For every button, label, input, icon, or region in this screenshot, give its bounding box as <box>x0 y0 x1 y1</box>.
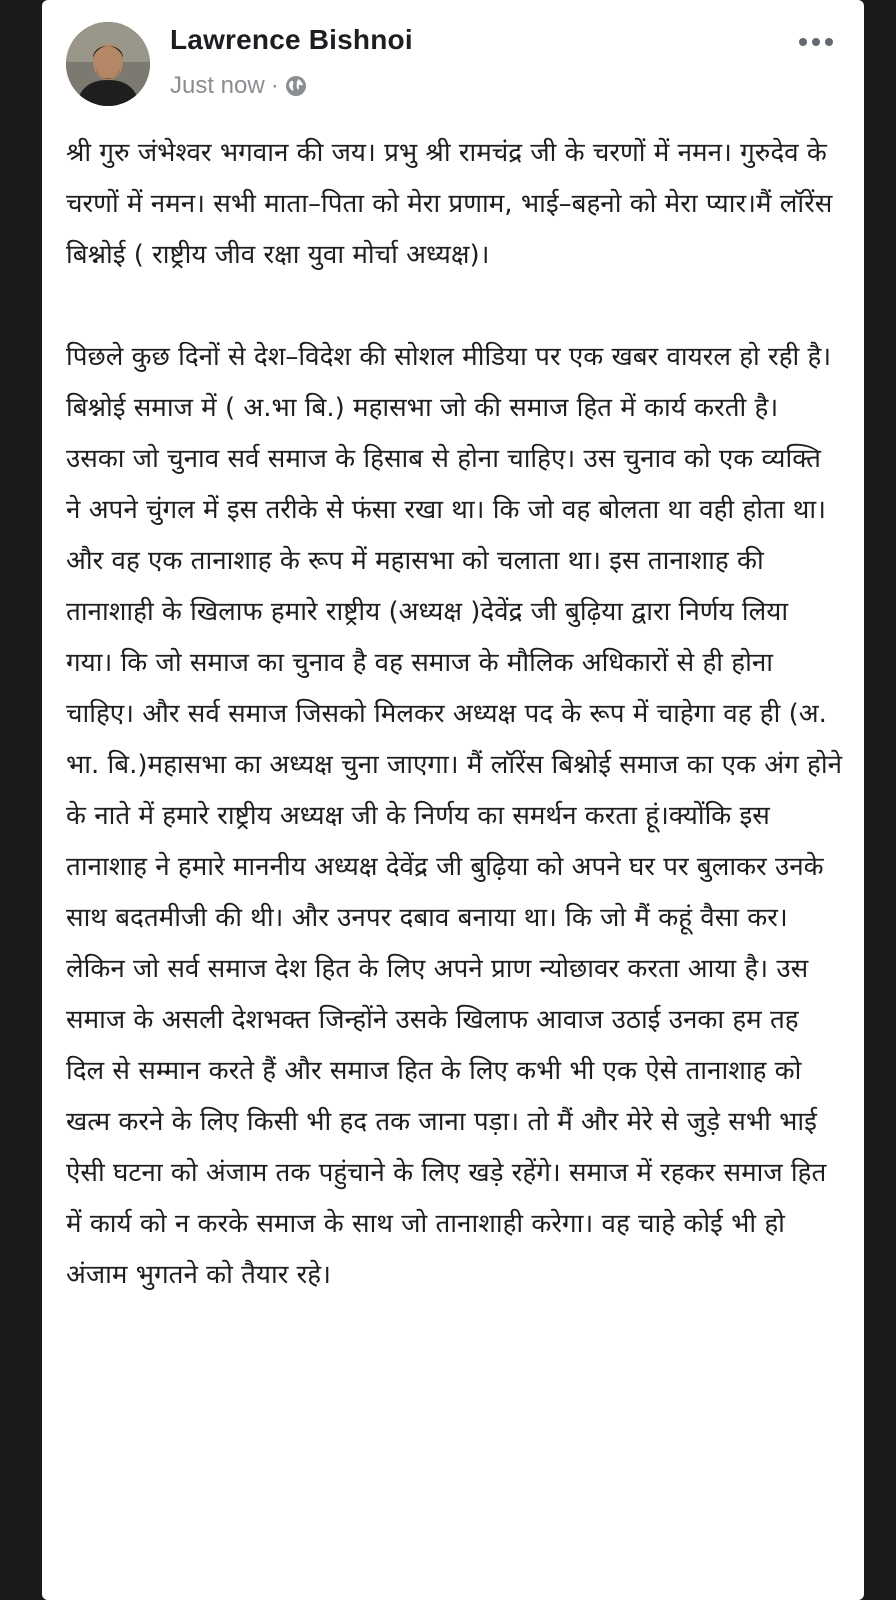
meta-separator: · <box>270 72 279 99</box>
post-meta <box>170 72 307 100</box>
post-paragraph: श्री गुरु जंभेश्वर भगवान की जय। प्रभु श्री रामचंद्र जी के चरणों में नमन। गुरुदेव के चरणों में नमन। सभी माता–पिता को मेरा प्रणाम, भाई–बहनो को मेरा प्यार।मैं लॉरेंस बिश्नोई ( राष्ट्रीय जीव रक्षा युवा मोर्चा अध्यक्ष)। <box>66 138 833 270</box>
avatar-photo-icon <box>66 22 150 106</box>
globe-icon[interactable] <box>285 75 307 97</box>
more-dot-icon <box>799 38 807 46</box>
more-options-button[interactable] <box>786 22 846 62</box>
post-card <box>42 0 864 1600</box>
post-paragraph: पिछले कुछ दिनों से देश–विदेश की सोशल मीडिया पर एक खबर वायरल हो रही है। बिश्नोई समाज में ( अ.भा बि.) महासभा जो की समाज हित में कार्य करती है। उसका जो चुनाव सर्व समाज के हिसाब से होना चाहिए। उस चुनाव को एक व्यक्ति ने अपने चुंगल में इस तरीके से फंसा रखा था। कि जो वह बोलता था वही होता था। और वह एक तानाशाह के रूप में महासभा को चलाता था। इस तानाशाह की तानाशाही के खिलाफ हमारे राष्ट्रीय (अध्यक्ष )देवेंद्र जी बुढ़िया द्वारा निर्णय लिया गया। कि जो समाज का चुनाव है वह समाज के मौलिक अधिकारों से ही होना चाहिए। और सर्व समाज जिसको मिलकर अध्यक्ष पद के रूप में चाहेगा वह ही (अ. भा. बि.)महासभा का अध्यक्ष चुना जाएगा। मैं लॉरेंस बिश्नोई समाज का एक अंग होने के नाते में हमारे राष्ट्रीय अध्यक्ष जी के निर्णय का समर्थन करता हूं।क्योंकि इस तानाशाह ने हमारे माननीय अध्यक्ष देवेंद्र जी बुढ़िया को अपने घर पर बुलाकर उनके साथ बदतमीजी की थी। और उनपर दबाव बनाया था। कि जो मैं कहूं वैसा कर। लेकिन जो सर्व समाज देश हित के लिए अपने प्राण न्योछावर करता आया है। उस समाज के असली देशभक्त जिन्होंने उसके खिलाफ आवाज उठाई उनका हम तह दिल से सम्मान करते हैं और समाज हित के लिए कभी भी एक ऐसे तानाशाह को खत्म करने के लिए किसी भी हद तक जाना पड़ा। तो मैं और मेरे से जुड़े सभी भाई ऐसी घटना को अंजाम तक पहुंचाने के लिए खड़े रहेंगे। समाज में रहकर समाज हित में कार्य को न करके समाज के साथ जो तानाशाही करेगा। वह चाहे कोई भी हो अंजाम भुगतने को तैयार रहे। <box>66 342 843 1290</box>
post-header <box>66 22 846 108</box>
more-dot-icon <box>825 38 833 46</box>
post-text <box>66 128 842 1301</box>
more-dot-icon <box>812 38 820 46</box>
post-timestamp[interactable]: Just now <box>170 72 265 99</box>
avatar[interactable] <box>66 22 150 106</box>
author-name[interactable]: Lawrence Bishnoi <box>170 24 413 55</box>
